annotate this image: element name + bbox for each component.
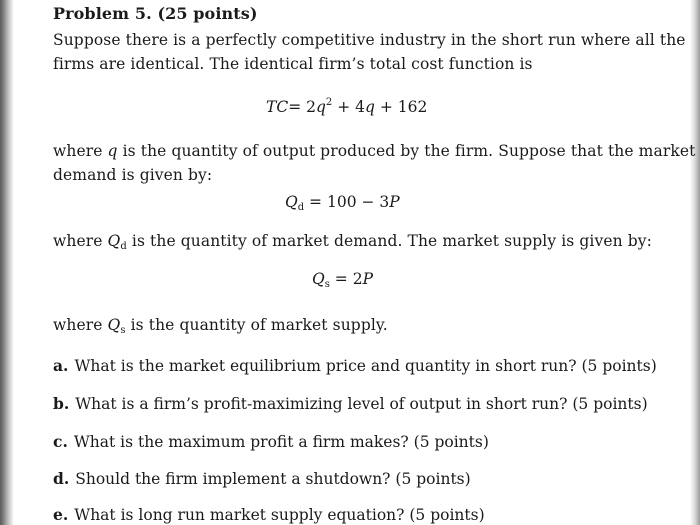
tc-q2: q [365,98,375,116]
qd-symbol: Q [285,193,298,211]
page-edge-shadow-right [690,0,700,525]
demand-rhs: = 100 − 3 [304,193,390,211]
problem-title: Problem 5. (25 points) [53,4,258,23]
qd-inline-sub: d [120,241,127,252]
question-label: c. [53,432,68,451]
text-quantity-desc: is the quantity of output produced by the firm. Suppose that the market [117,142,696,160]
qs-inline: Q [107,316,121,334]
tc-exponent: 2 [325,97,333,108]
question-label: a. [53,356,69,375]
text-supply-desc: is the quantity of market supply. [125,316,388,334]
question-b [53,394,648,413]
supply-rhs: = 2 [329,270,363,288]
text-where-3: where [53,316,108,334]
after-tc-line-2: demand is given by: [53,166,213,184]
qs-symbol: Q [312,270,325,288]
qd-subscript: d [297,202,305,213]
question-text: What is a firm’s profit-maximizing level of output in short run? (5 points) [75,395,648,413]
qd-inline: Q [107,232,121,250]
question-c [53,432,489,451]
after-tc-line-1 [53,142,695,160]
intro-line-1: Suppose there is a perfectly competitive industry in the short run where all the [53,31,686,49]
supply-equation [312,270,373,290]
supply-p: P [362,270,373,288]
intro-line-2: firms are identical. The identical firm’s total cost function is [53,55,533,73]
page-edge-shadow-left [0,0,14,525]
qs-subscript: s [324,279,330,290]
question-label: b. [53,394,70,413]
text-where-2: where [53,232,108,250]
after-demand-line [53,232,652,252]
question-d [53,469,471,488]
question-text: What is the market equilibrium price and quantity in short run? (5 points) [74,357,657,375]
question-text: Should the firm implement a shutdown? (5 points) [75,470,471,488]
text-demand-desc: is the quantity of market demand. The market supply is given by: [126,232,652,250]
question-text: What is the maximum profit a firm makes? (5 points) [73,433,489,451]
after-supply-line [53,316,388,336]
text-where: where [53,142,108,160]
qs-inline-sub: s [120,325,126,336]
question-label: d. [53,469,70,488]
question-e [53,505,485,524]
question-text: What is long run market supply equation? (5 points) [74,506,485,524]
question-a [53,356,657,375]
demand-p: P [389,193,400,211]
tc-rhs-a: = 2 [288,98,316,116]
tc-rhs-c: + 162 [374,98,428,116]
q-symbol: q [107,142,118,160]
tc-symbol: TC [266,98,289,116]
tc-rhs-b: + 4 [332,98,365,116]
question-label: e. [53,505,69,524]
total-cost-equation [266,97,427,116]
demand-equation [285,193,400,213]
tc-q: q [315,98,326,116]
